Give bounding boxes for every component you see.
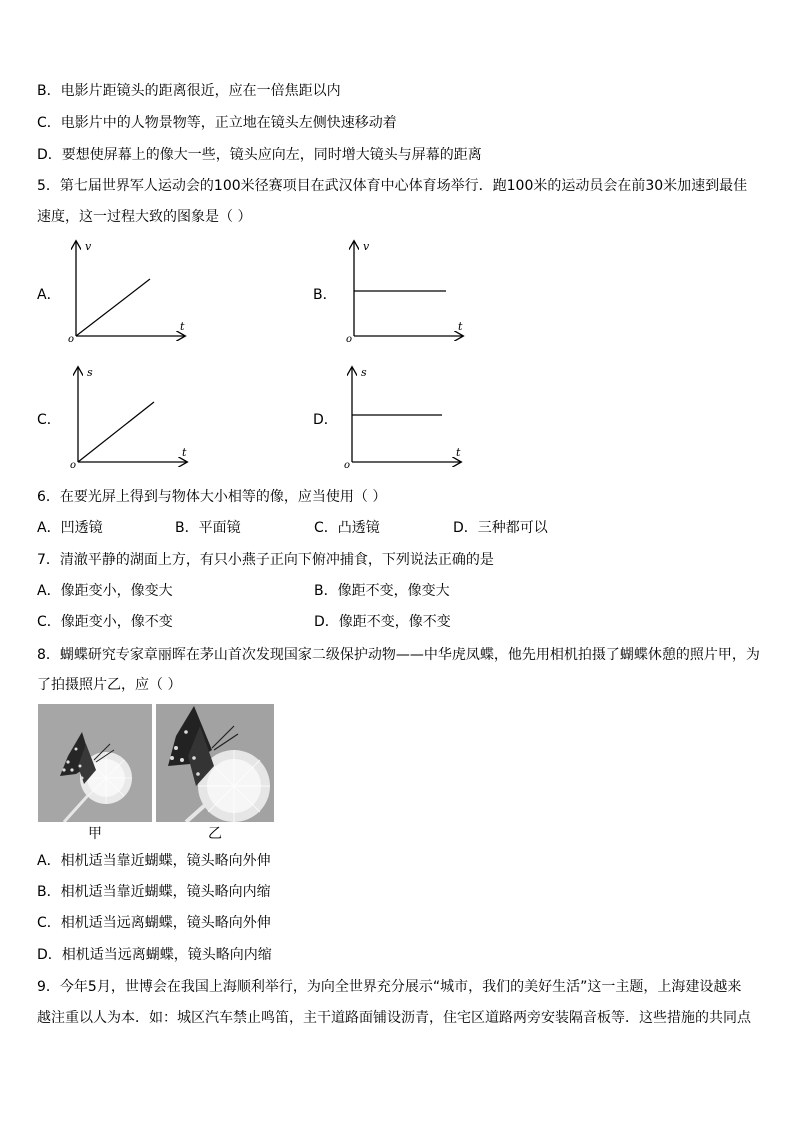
q7-stem: 7．清澈平静的湖面上方，有只小燕子正向下俯冲捕食，下列说法正确的是: [37, 552, 494, 568]
q8-option-c: C．相机适当远离蝴蝶，镜头略向外伸: [37, 915, 271, 931]
q5-graph-c-curve: [78, 402, 154, 462]
q9-stem-line1: 9．今年5月，世博会在我国上海顺利举行，为向全世界充分展示“城市，我们的美好生活”这一主题，上海建设越来: [37, 979, 742, 995]
q6-option-d: D．三种都可以: [453, 520, 548, 536]
q5-graph-d-origin: o: [344, 460, 351, 471]
q5-graph-d-y-label: s: [361, 366, 367, 379]
q5-graph-d-letter: D．: [313, 412, 338, 428]
q5-graph-a: [66, 236, 196, 346]
q9-stem-line2: 越注重以人为本．如：城区汽车禁止鸣笛，主干道路面铺设沥青，住宅区道路两旁安装隔音板等．这些措施的共同点: [37, 1010, 751, 1026]
q5-graph-c-y-label: s: [87, 366, 93, 379]
photo-caption-yi: 乙: [208, 826, 222, 842]
q4-option-c: C．电影片中的人物景物等，正立地在镜头左侧快速移动着: [37, 115, 397, 131]
q5-graph-c-letter: C．: [37, 412, 61, 428]
q5-graph-c-origin: o: [70, 460, 77, 471]
q8-option-a: A．相机适当靠近蝴蝶，镜头略向外伸: [37, 853, 271, 869]
q5-graph-a-x-label: t: [180, 320, 185, 333]
q6-stem: 6．在要光屏上得到与物体大小相等的像，应当使用（ ）: [37, 489, 387, 505]
q5-graph-b-y-label: v: [363, 240, 370, 253]
q7-option-d: D．像距不变，像不变: [314, 614, 451, 630]
q5-graph-d: [342, 362, 472, 472]
q5-graph-c-x-label: t: [182, 446, 187, 459]
q5-graph-b-letter: B．: [313, 287, 337, 303]
q5-stem-line2: 速度，这一过程大致的图象是（ ）: [37, 209, 252, 225]
q5-stem-line1: 5．第七届世界军人运动会的100米径赛项目在武汉体育中心体育场举行．跑100米的运动员会在前30米加速到最佳: [37, 178, 748, 194]
q5-graph-a-curve: [76, 279, 150, 336]
q8-option-d: D．相机适当远离蝴蝶，镜头略向内缩: [37, 947, 272, 963]
butterfly-photo-yi: [156, 704, 274, 822]
q5-graph-b: [344, 236, 474, 346]
q5-graph-a-letter: A．: [37, 287, 61, 303]
butterfly-photo-jia: [38, 704, 152, 822]
q6-option-a: A．凹透镜: [37, 520, 103, 536]
q5-graph-a-y-label: v: [85, 240, 92, 253]
q6-option-b: B．平面镜: [175, 520, 241, 536]
q8-stem-line1: 8．蝴蝶研究专家章丽晖在茅山首次发现国家二级保护动物——中华虎凤蝶，他先用相机拍摄了蝴蝶休憩的照片甲，为: [37, 647, 760, 663]
q5-graph-a-origin: o: [68, 334, 75, 345]
q5-graph-d-x-label: t: [456, 446, 461, 459]
q8-option-b: B．相机适当靠近蝴蝶，镜头略向内缩: [37, 884, 271, 900]
q7-option-b: B．像距不变，像变大: [314, 583, 450, 599]
q6-option-c: C．凸透镜: [314, 520, 380, 536]
q4-option-d: D．要想使屏幕上的像大一些，镜头应向左，同时增大镜头与屏幕的距离: [37, 147, 482, 163]
q5-graph-c: [68, 362, 198, 472]
q8-stem-line2: 了拍摄照片乙，应（ ）: [37, 677, 182, 693]
photo-caption-jia: 甲: [88, 826, 102, 842]
q7-option-c: C．像距变小，像不变: [37, 614, 173, 630]
q4-option-b: B．电影片距镜头的距离很近，应在一倍焦距以内: [37, 83, 341, 99]
q7-option-a: A．像距变小，像变大: [37, 583, 173, 599]
q5-graph-b-origin: o: [346, 334, 353, 345]
q5-graph-b-x-label: t: [458, 320, 463, 333]
